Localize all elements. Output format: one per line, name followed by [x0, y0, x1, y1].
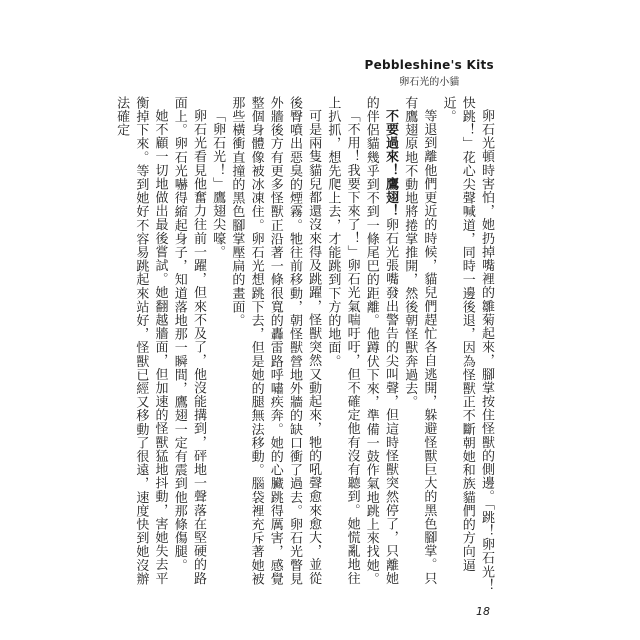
- paragraph: 等退到離他們更近的時候，貓兒們趕忙各自逃開，躲避怪獸巨大的黑色腳掌。只有鷹翅原地不動地將捲掌推開，然後朝怪獸奔過去。: [402, 96, 437, 585]
- paragraph: 可是兩隻貓兒都還沒來得及跳躍，怪獸突然又動起來，牠的吼聲愈來愈大，並從後臀噴出惡臭的煙霧。牠往前移動，朝怪獸營地外牆的缺口衝了過去。卵石光瞥見外牆後方有更多怪獸正沿著一條很寬的轟雷路呼嘯疾奔。她的心臟跳得厲害，感覺整個身體像被冰凍住。卵石光想跳下去，但是她的腿無法移動。腦袋裡充斥著她被那些橫衝直撞的黑色腳掌壓扁的畫面。: [229, 96, 322, 586]
- paragraph: 她不顧一切地做出最後嘗試。她翻越牆面，但加速的怪獸猛地抖動，害她失去平衡掉下來。等到她好不容易跳起來站好，怪獸已經又移動了很遠，速度快到她沒辦法確定: [114, 96, 168, 586]
- paragraph: 卵石光看見他奮力往前一躍，但來不及了，他沒能搆到，砰地一聲落在堅硬的路面上。卵石光嚇得縮起身子，知道落地那一瞬間，鷹翅一定有震到他那條傷腿。: [171, 96, 206, 585]
- series-title: Pebbleshine's Kits: [364, 58, 494, 72]
- series-title-zh: 卵石光的小貓: [399, 77, 460, 88]
- paragraph: 卵石光頓時害怕，她扔掉嘴裡的雛菊起來，腳掌按住怪獸的側邊。「跳！卵石光！快跳！」花心尖聲喊道，同時一邊後退，因為怪獸正不斷朝她和族貓們的方向逼近。: [440, 96, 494, 593]
- paragraph: 「不用！我要下來了！」卵石光氣喘吁吁，但不確定他有沒有聽到。她慌亂地往上扒抓，想先爬上去，才能跳到下方的地面。: [325, 96, 360, 585]
- body-text: [114, 96, 496, 598]
- running-header: [364, 58, 494, 88]
- paragraph: 不要過來！鷹翅！卵石光張嘴發出警告的尖叫聲，但這時怪獸突然停了，只離她的伴侶貓幾乎到不到一條尾巴的距離。他蹲伏下來，準備一鼓作氣地跳上來找她。: [363, 96, 398, 586]
- bold-shout: 不要過來！鷹翅！: [382, 109, 398, 218]
- page-number: 18: [476, 605, 490, 618]
- paragraph: 「卵石光！」鷹翅尖嚎。: [210, 109, 226, 259]
